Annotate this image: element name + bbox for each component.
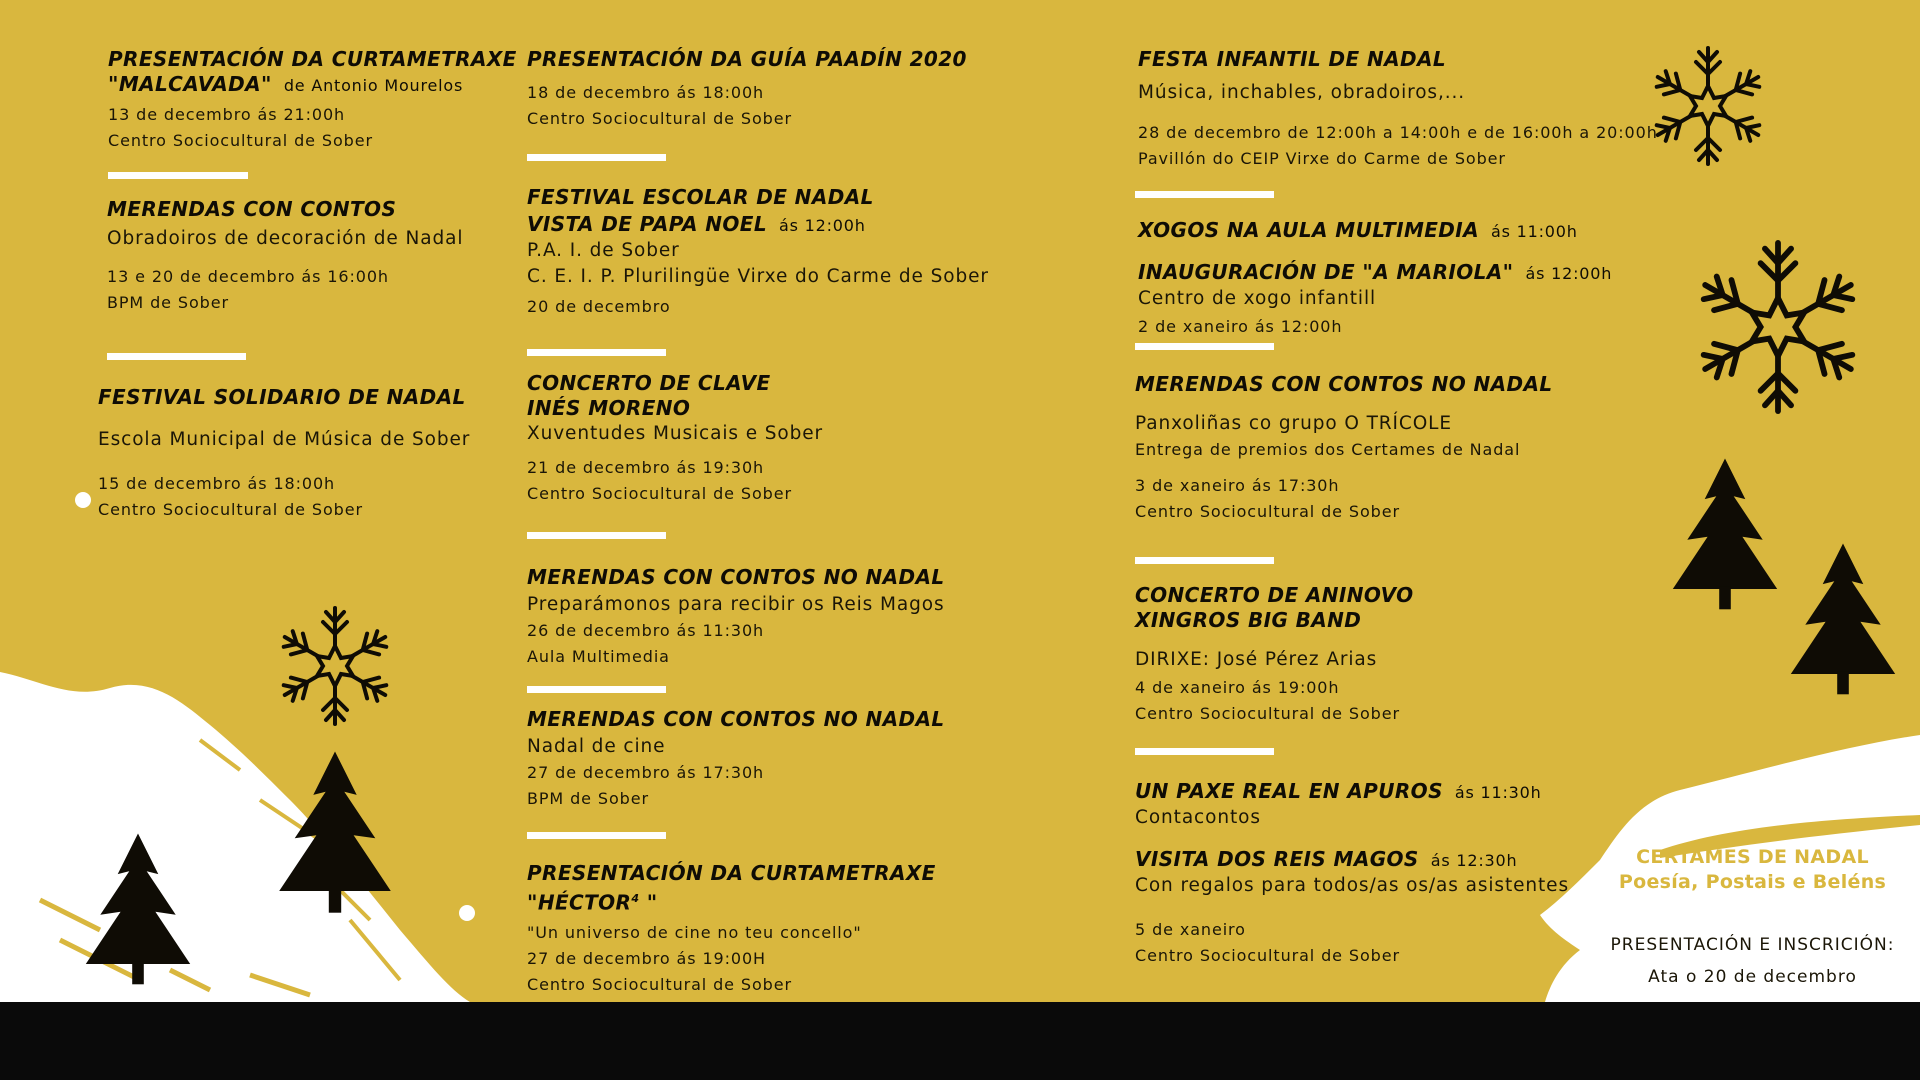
event-title-line2	[527, 212, 989, 238]
certames-title: CERTAMES DE NADAL	[1636, 846, 1869, 868]
event-title-line2	[1138, 260, 1612, 286]
event-venue: Centro Sociocultural de Sober	[527, 974, 792, 994]
event-venue: Centro Sociocultural de Sober	[98, 500, 363, 519]
event-date: 27 de decembro ás 19:00H	[527, 948, 766, 968]
separator	[1135, 191, 1274, 198]
decor-dot	[75, 492, 91, 508]
event-subtitle: DIRIXE: José Pérez Arias	[1135, 649, 1378, 670]
certames-box	[1585, 845, 1920, 993]
event-title-line2: XINGROS BIG BAND	[1135, 608, 1362, 632]
event-reis-magos	[1135, 779, 1569, 969]
event-time: ás 11:30h	[1454, 783, 1542, 802]
event-title: FESTIVAL ESCOLAR DE NADAL	[527, 185, 874, 209]
event-date: 27 de decembro ás 17:30h	[527, 763, 765, 782]
separator	[1135, 343, 1274, 350]
superscript: 4	[631, 892, 640, 905]
event-venue: Pavillón do CEIP Virxe do Carme de Sober	[1138, 149, 1506, 168]
event-time: ás 12:00h	[779, 216, 866, 235]
event-subtitle: Panxoliñas co grupo O TRÍCOLE	[1135, 413, 1452, 434]
film-name-end: "	[639, 890, 658, 915]
separator	[1135, 748, 1274, 755]
event-venue: Centro Sociocultural de Sober	[1135, 704, 1400, 723]
event-hector	[527, 861, 936, 998]
separator	[107, 353, 246, 360]
event-date: 3 de xaneiro ás 17:30h	[1135, 476, 1340, 495]
event-title	[1135, 779, 1569, 805]
event-venue: Centro Sociocultural de Sober	[108, 131, 373, 150]
separator	[527, 349, 666, 356]
event-title: MERENDAS CON CONTOS NO NADAL	[527, 707, 945, 731]
event-venue: Centro Sociocultural de Sober	[527, 484, 792, 503]
event-date: 21 de decembro ás 19:30h	[527, 458, 765, 477]
event-venue: Centro Sociocultural de Sober	[1135, 502, 1400, 521]
event-venue: Centro Sociocultural de Sober	[527, 109, 792, 128]
event-title: CONCERTO DE ANINOVO	[1135, 583, 1414, 607]
event-title: FESTIVAL SOLIDARIO DE NADAL	[98, 385, 466, 409]
event-festival-solidario	[98, 385, 470, 523]
event-title: PRESENTACIÓN DA CURTAMETRAXE	[108, 47, 517, 71]
event-date: 4 de xaneiro ás 19:00h	[1135, 678, 1340, 697]
event-subtitle: Escola Municipal de Música de Sober	[98, 429, 471, 450]
event-date: 15 de decembro ás 18:00h	[98, 474, 336, 493]
event-date: 28 de decembro de 12:00h a 14:00h e de 16:00h a 20:00h	[1138, 123, 1658, 142]
event-subtitle: Música, inchables, obradoiros,...	[1138, 82, 1466, 103]
event-venue: Centro Sociocultural de Sober	[1135, 946, 1400, 965]
event-title: MERENDAS CON CONTOS	[107, 197, 397, 221]
film-name: "HÉCTOR	[527, 890, 632, 915]
event-activity: VISTA DE PAPA NOEL	[527, 212, 767, 236]
event-festa-infantil	[1138, 47, 1658, 172]
event-venue: BPM de Sober	[527, 789, 649, 808]
event-date: 2 de xaneiro ás 12:00h	[1138, 317, 1343, 336]
event-subtitle: Centro de xogo infantill	[1138, 288, 1377, 309]
event-title: PRESENTACIÓN DA CURTAMETRAXE	[527, 861, 936, 885]
event-subtitle: Preparámonos para recibir os Reis Magos	[527, 594, 945, 615]
event-subtitle: Xuventudes Musicais e Sober	[527, 423, 824, 444]
event-title-line2	[108, 72, 517, 98]
event-subtitle: Contacontos	[1135, 807, 1261, 828]
event-merendas-contos	[107, 197, 463, 316]
event-title-text: INAUGURACIÓN DE "A MARIOLA"	[1138, 260, 1514, 284]
event-line: P.A. I. de Sober	[527, 240, 680, 261]
event-venue: Aula Multimedia	[527, 647, 670, 666]
event-line: C. E. I. P. Plurilingüe Virxe do Carme de Sober	[527, 266, 989, 287]
decor-dot	[459, 905, 475, 921]
event-guia-paadin	[527, 47, 967, 132]
event-title-text: UN PAXE REAL EN APUROS	[1135, 779, 1443, 803]
event-venue: BPM de Sober	[107, 293, 229, 312]
event-title: FESTA INFANTIL DE NADAL	[1138, 47, 1446, 71]
separator	[527, 686, 666, 693]
event-subtitle: Nadal de cine	[527, 736, 666, 757]
event-time: ás 11:00h	[1491, 222, 1578, 241]
event-title	[1138, 218, 1612, 244]
event-nadal-cine	[527, 707, 945, 812]
event-concerto-aninovo	[1135, 583, 1414, 727]
event-panxolinas	[1135, 372, 1553, 525]
separator	[1135, 557, 1274, 564]
certames-presentation: PRESENTACIÓN E INSCRICIÓN:	[1610, 935, 1895, 955]
event-title: MERENDAS CON CONTOS NO NADAL	[527, 565, 945, 589]
event-xogos-mariola	[1138, 218, 1612, 340]
event-subtitle: Con regalos para todos/as os/as asistentes	[1135, 875, 1569, 896]
event-date: 13 e 20 de decembro ás 16:00h	[107, 267, 389, 286]
event-date: 5 de xaneiro	[1135, 920, 1246, 939]
event-date: 26 de decembro ás 11:30h	[527, 621, 765, 640]
separator	[527, 154, 666, 161]
bottom-bar	[0, 1002, 1920, 1080]
event-title: CONCERTO DE CLAVE	[527, 371, 771, 395]
event-quote: "Un universo de cine no teu concello"	[527, 922, 862, 942]
event-title-line2	[527, 886, 936, 916]
event-time: ás 12:30h	[1430, 851, 1518, 870]
event-title: PRESENTACIÓN DA GUÍA PAADÍN 2020	[527, 47, 967, 71]
certames-deadline: Ata o 20 de decembro	[1648, 967, 1857, 987]
event-time: ás 12:00h	[1525, 264, 1613, 283]
certames-subtitle: Poesía, Postais e Beléns	[1618, 871, 1887, 893]
event-malcavada	[108, 47, 517, 154]
event-date: 18 de decembro ás 18:00h	[527, 83, 765, 102]
event-title: MERENDAS CON CONTOS NO NADAL	[1135, 372, 1553, 396]
event-note: Entrega de premios dos Certames de Nadal	[1135, 440, 1521, 459]
event-title-line2	[1135, 847, 1569, 873]
event-title-text: XOGOS NA AULA MULTIMEDIA	[1138, 218, 1480, 242]
event-title-line2: INÉS MORENO	[527, 396, 691, 420]
event-author: de Antonio Mourelos	[283, 76, 464, 95]
event-title-text: VISITA DOS REIS MAGOS	[1135, 847, 1419, 871]
event-festival-escolar	[527, 185, 989, 320]
event-concerto-clave	[527, 371, 823, 507]
separator	[108, 172, 248, 179]
film-name: "MALCAVADA"	[108, 72, 272, 96]
event-subtitle: Obradoiros de decoración de Nadal	[107, 228, 464, 249]
event-date: 20 de decembro	[527, 297, 671, 316]
event-date: 13 de decembro ás 21:00h	[108, 105, 346, 124]
separator	[527, 832, 666, 839]
separator	[527, 532, 666, 539]
event-reis-magos-prep	[527, 565, 945, 670]
